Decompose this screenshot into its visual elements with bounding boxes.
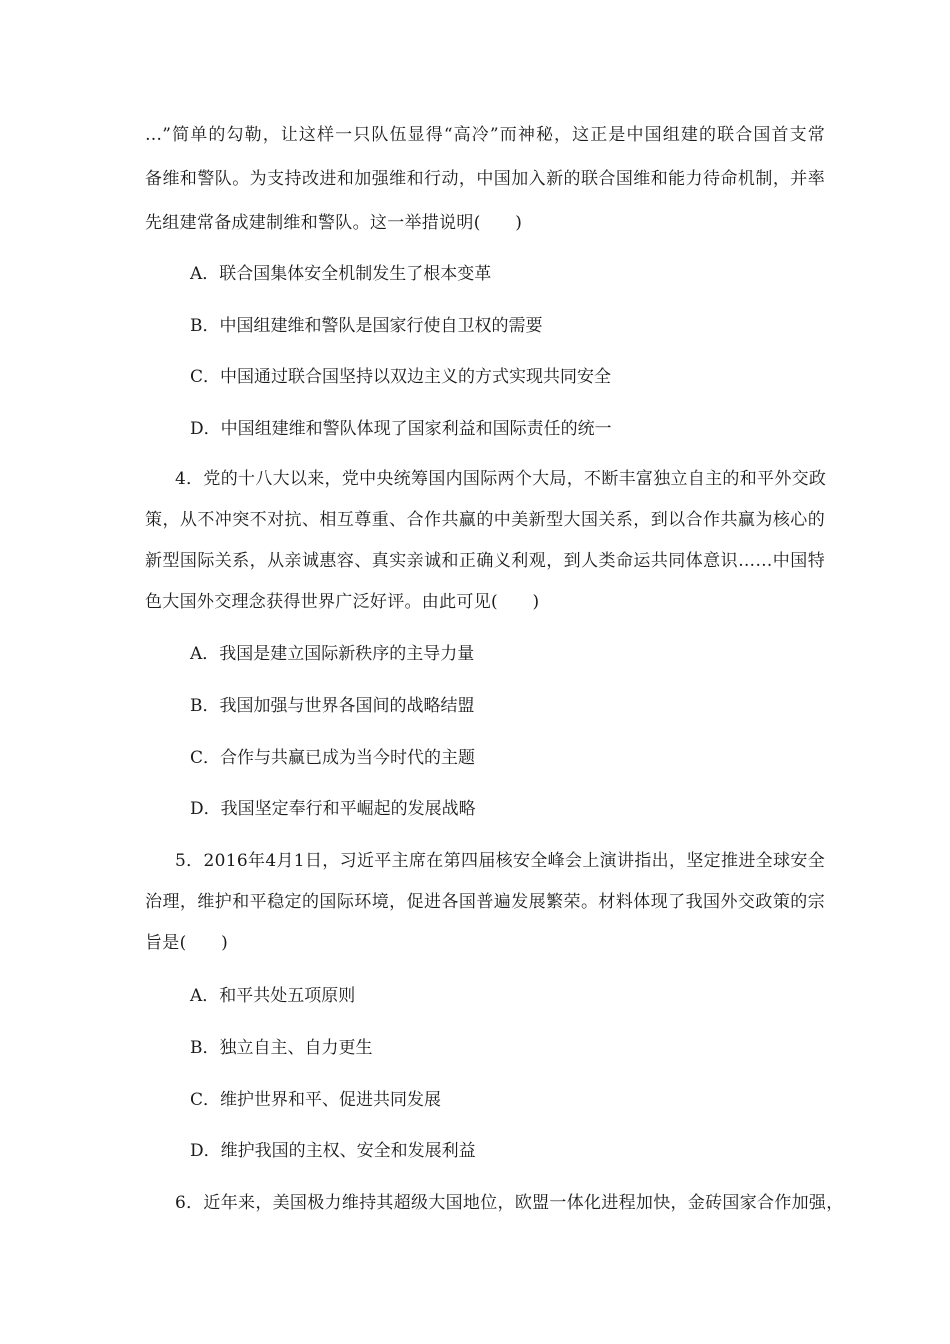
q5-stem-line-3: 旨是( )	[145, 933, 229, 953]
q4-option-b: B．我国加强与世界各国间的战略结盟	[190, 696, 475, 716]
q3-stem-line-3: 先组建常备成建制维和警队。这一举措说明( )	[145, 213, 523, 233]
q4-stem-line-3: 新型国际关系，从亲诚惠容、真实亲诚和正确义利观，到人类命运共同体意识……中国特	[145, 551, 825, 571]
q3-stem-line-2: 备维和警队。为支持改进和加强维和行动，中国加入新的联合国维和能力待命机制，并率	[145, 169, 825, 189]
q3-option-d: D．中国组建维和警队体现了国家利益和国际责任的统一	[190, 419, 612, 439]
q5-option-c: C．维护世界和平、促进共同发展	[190, 1090, 442, 1110]
q5-option-a: A．和平共处五项原则	[190, 986, 356, 1006]
q3-option-a: A．联合国集体安全机制发生了根本变革	[190, 264, 492, 284]
q3-stem-line-1: …”简单的勾勒，让这样一只队伍显得“高冷”而神秘，这正是中国组建的联合国首支常	[145, 125, 825, 145]
q4-option-d: D．我国坚定奉行和平崛起的发展战略	[190, 799, 476, 819]
q5-stem-line-1: 5．2016年4月1日，习近平主席在第四届核安全峰会上演讲指出，坚定推进全球安全	[175, 851, 825, 871]
q4-stem-line-2: 策，从不冲突不对抗、相互尊重、合作共赢的中美新型大国关系，到以合作共赢为核心的	[145, 510, 825, 530]
q4-option-c: C．合作与共赢已成为当今时代的主题	[190, 748, 476, 768]
q3-option-b: B．中国组建维和警队是国家行使自卫权的需要	[190, 316, 543, 336]
q4-stem-line-1: 4．党的十八大以来，党中央统筹国内国际两个大局，不断丰富独立自主的和平外交政	[175, 469, 827, 489]
q5-option-d: D．维护我国的主权、安全和发展利益	[190, 1141, 476, 1161]
q5-option-b: B．独立自主、自力更生	[190, 1038, 373, 1058]
q5-stem-line-2: 治理，维护和平稳定的国际环境，促进各国普遍发展繁荣。材料体现了我国外交政策的宗	[145, 892, 825, 912]
q6-stem-line-1: 6．近年来，美国极力维持其超级大国地位，欧盟一体化进程加快，金砖国家合作加强，	[175, 1193, 844, 1213]
q4-stem-line-4: 色大国外交理念获得世界广泛好评。由此可见( )	[145, 592, 540, 612]
q3-option-c: C．中国通过联合国坚持以双边主义的方式实现共同安全	[190, 367, 612, 387]
q4-option-a: A．我国是建立国际新秩序的主导力量	[190, 644, 475, 664]
